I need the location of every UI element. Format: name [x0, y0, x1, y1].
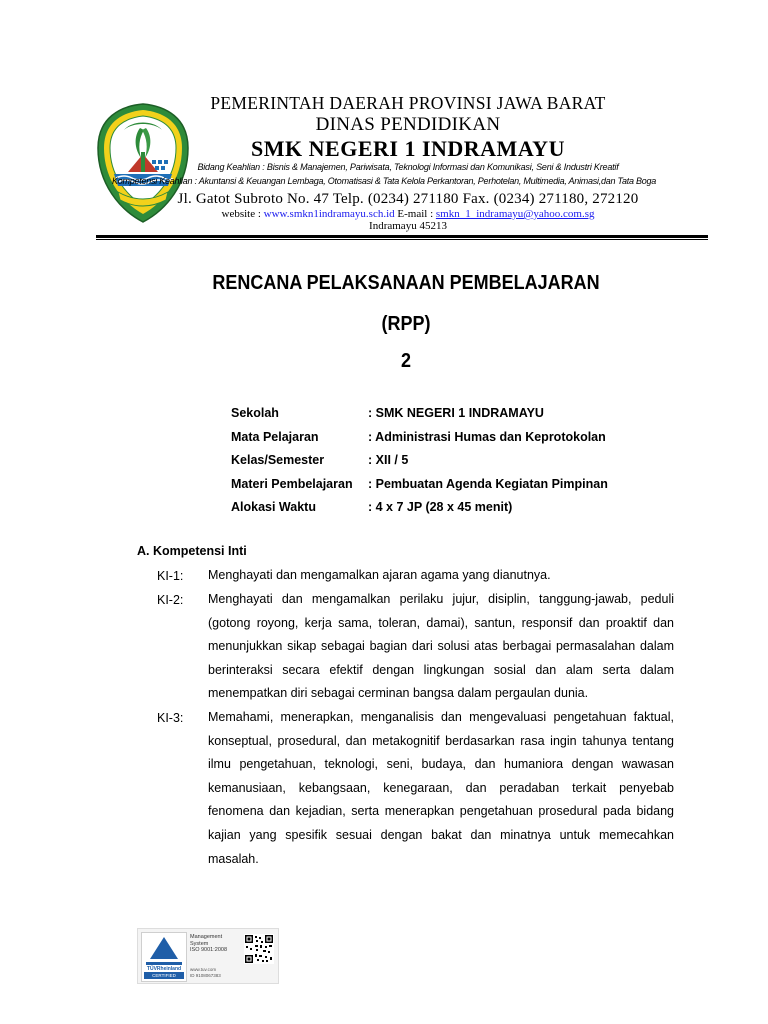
certification-url: www.tuv.com — [190, 967, 217, 972]
ki-code: KI-3: — [157, 711, 184, 725]
identity-value: : XII / 5 — [368, 453, 409, 467]
letterhead-divider — [96, 235, 708, 240]
certification-id: ID 9108067383 — [190, 972, 221, 978]
certification-badge — [137, 928, 279, 984]
identity-label: Alokasi Waktu — [231, 500, 316, 514]
ki-code: KI-1: — [157, 569, 184, 583]
government-line: PEMERINTAH DAERAH PROVINSI JAWA BARAT — [210, 93, 606, 113]
email-label: E-mail : — [397, 208, 434, 220]
tuv-logo — [141, 932, 187, 982]
city-line: Indramayu 45213 — [369, 220, 447, 232]
ki-code: KI-2: — [157, 593, 184, 607]
email-link[interactable]: smkn_1_indramayu@yahoo.com.sg — [435, 208, 595, 220]
identity-label: Sekolah — [231, 406, 279, 420]
identity-value: : Pembuatan Agenda Kegiatan Pimpinan — [368, 477, 608, 491]
tuv-mark-text: TÜVRheinland — [146, 966, 182, 972]
document-title: RENCANA PELAKSANAAN PEMBELAJARAN — [212, 272, 600, 294]
document-subtitle: (RPP) — [381, 313, 431, 335]
certification-footer — [190, 967, 221, 978]
document-number: 2 — [400, 350, 412, 372]
certification-line: ISO 9001:2008 — [190, 947, 228, 953]
address-line: Jl. Gatot Subroto No. 47 Telp. (0234) 271180 Fax. (0234) 271180, 272120 — [177, 191, 639, 207]
school-name: SMK NEGERI 1 INDRAMAYU — [251, 136, 565, 161]
certification-line: System — [190, 940, 209, 947]
identity-value: : Administrasi Humas dan Keprotokolan — [368, 430, 606, 444]
certification-line: Management — [190, 934, 223, 940]
website-link[interactable]: www.smkn1indramayu.sch.id — [263, 208, 395, 220]
ki-text: Menghayati dan mengamalkan ajaran agama yang dianutnya. — [208, 568, 551, 582]
qr-code-icon — [244, 934, 274, 964]
identity-label: Mata Pelajaran — [231, 430, 319, 444]
identity-label: Materi Pembelajaran — [231, 477, 353, 491]
certification-text — [190, 934, 244, 954]
section-heading: A. Kompetensi Inti — [137, 544, 247, 558]
identity-value: : SMK NEGERI 1 INDRAMAYU — [368, 406, 544, 420]
ki-text: Menghayati dan mengamalkan perilaku jujur, disiplin, tanggung-jawab, peduli (gotong royong, kerja sama, toleran, damai), santun, responsif dan proaktif dan menunjukkan sikap sebagai bagian dari solusi atas berbagai permasalahan dalam berinteraksi secara efektif dengan lingkungan sosial dan alam serta dalam menempatkan diri sebagai cerminan bangsa dalam pergaulan dunia. — [208, 592, 674, 701]
identity-value: : 4 x 7 JP (28 x 45 menit) — [368, 500, 513, 514]
kompetensi-keahlian-line: Kompetensi Keahlian : Akuntansi & Keuangan Lembaga, Otomatisasi & Tata Kelola Perkantoran, Perhotelan, Multimedia, Animasi,dan Tata Boga — [111, 176, 657, 186]
bidang-keahlian-line: Bidang Keahlian : Bisnis & Manajemen, Pariwisata, Teknologi Informasi dan Komunikasi, Seni & Industri Kreatif — [197, 162, 619, 172]
website-label: website : — [221, 208, 261, 220]
certified-stamp: CERTIFIED — [144, 972, 184, 979]
triangle-icon — [150, 937, 178, 959]
contact-line — [24, 208, 768, 220]
ki-text: Memahami, menerapkan, menganalisis dan mengevaluasi pengetahuan faktual, konseptual, prosedural, dan metakognitif berdasarkan rasa ingin tahunya tentang ilmu pengetahuan, teknologi, seni, budaya, dan humaniora dengan wawasan kemanusiaan, kebangsaan, kenegaraan, dan peradaban terkait penyebab fenomena dan kejadian, serta menerapkan pengetahuan prosedural pada bidang kajian yang spesifik sesuai dengan bakat dan minatnya untuk memecahkan masalah. — [208, 710, 674, 866]
department-line: DINAS PENDIDIKAN — [315, 114, 501, 135]
identity-label: Kelas/Semester — [231, 453, 325, 467]
